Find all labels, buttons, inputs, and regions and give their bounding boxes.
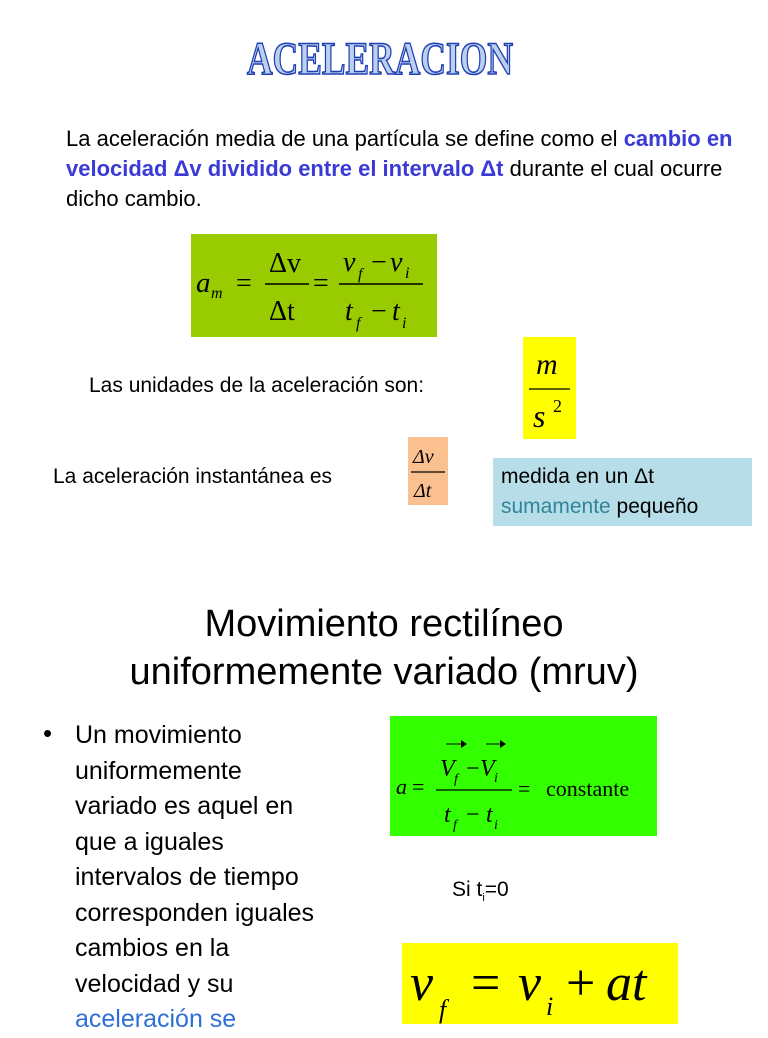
intro-text-part2: durante el cual ocurre dicho cambio. [66,156,723,211]
instant-label: La aceleración instantánea es [53,465,333,488]
intro-highlight: cambio en velocidad Δv dividido entre el intervalo Δt [66,126,733,181]
bullet-line: intervalos de tiempo [75,863,299,891]
formula-eq1: = [236,268,252,299]
arrow-vf-head [461,740,467,748]
formula-a-sub: m [211,285,223,302]
formula-vi-sub: i [405,265,410,282]
const-ti-sub: i [494,818,498,833]
formula-eq2: = [313,268,329,299]
const-vf-sub: f [454,772,458,787]
formula-tf: t [345,296,353,327]
instant-note-rest: pequeño [610,495,699,518]
bullet-line: uniformemente [75,756,242,785]
const-minus1: − [466,756,480,782]
formula-vf: v [343,247,356,278]
bullet-symbol: • [43,718,53,748]
vel-eq: = [471,955,501,1012]
bullet-line: variado es aquel en [75,792,294,820]
instant-denominator: Δt [414,480,432,502]
instant-note [493,458,752,526]
mean-acceleration-svg [191,234,437,337]
const-eq1: = [412,774,425,799]
bullet-text [75,718,385,1038]
const-ti: t [486,802,493,828]
intro-text-part1: La aceleración media de una partícula se define como el [66,126,624,151]
vel-plus: + [566,955,596,1012]
formula-delta-t: Δt [269,296,295,327]
units-formula [523,337,576,439]
units-numerator: m [536,348,558,381]
velocity-formula [402,943,678,1024]
formula-tf-sub: f [356,315,361,332]
page-title-text: ACELERACION [247,33,514,85]
page-title-svg [243,30,518,85]
si-prefix: Si t [452,878,483,901]
bullet-line: cambios en la [75,934,230,962]
formula-a: a [196,267,211,299]
bullet-line: Un movimiento [75,721,242,749]
instant-note-line1: medida en un Δt [501,465,654,488]
formula-ti-sub: i [402,315,407,332]
vel-vf: v [410,955,434,1012]
mruv-title [0,600,768,696]
page-title [243,30,518,85]
bullet-line-blue: aceleración se [75,1005,237,1033]
units-label: Las unidades de la aceleración son: [89,374,425,397]
const-vi: V [480,756,495,782]
const-tf-sub: f [453,818,457,833]
bullet-line: que a iguales [75,827,224,856]
vel-vf-sub: f [439,995,447,1024]
units-denominator: s [533,398,546,434]
formula-ti: t [392,296,400,327]
formula-minus1: − [371,247,387,278]
instant-svg [408,437,448,505]
formula-vf-sub: f [358,266,363,283]
instant-numerator: Δv [413,446,434,468]
const-eq2: = [518,776,531,801]
formula-delta-v: Δv [269,248,302,279]
si-sub: i [482,892,485,905]
intro-paragraph [66,124,746,214]
const-minus2: − [466,802,480,828]
bullet-line: velocidad y su [75,969,234,998]
units-exponent: 2 [553,396,562,416]
const-rhs: constante [546,776,630,801]
instant-note-line2 [501,492,752,522]
formula-minus2: − [371,296,387,327]
mean-acceleration-formula [191,234,437,337]
const-tf: t [444,802,451,828]
const-vf: V [440,756,455,782]
units-svg [523,337,576,439]
formula-vi: v [390,247,403,278]
mruv-title-line1: Movimiento rectilíneo [204,603,564,645]
instant-formula [408,437,448,505]
bullet-line: corresponden iguales [75,898,315,927]
mruv-title-line2: uniformemente variado (mruv) [129,651,639,693]
arrow-vi-head [500,740,506,748]
velocity-formula-svg [402,943,678,1024]
constant-acceleration-formula [390,716,657,836]
si-suffix: =0 [484,878,509,901]
const-vi-sub: i [494,771,498,786]
vel-vi: v [518,955,542,1012]
constant-acceleration-svg [390,716,657,836]
vel-at: at [606,955,647,1012]
vel-vi-sub: i [546,992,554,1021]
const-a: a [396,774,407,799]
initial-time-condition [452,878,509,904]
instant-note-teal: sumamente [501,495,611,518]
